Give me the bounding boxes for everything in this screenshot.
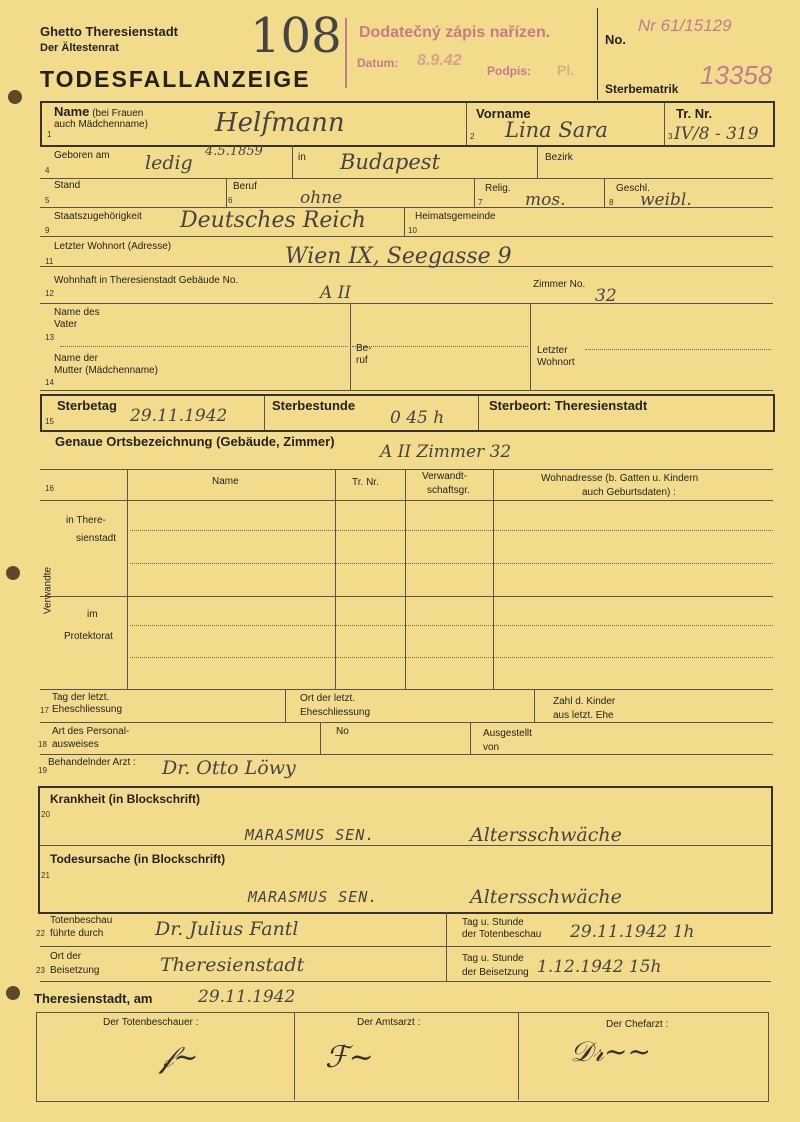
genaue-ort-value: A II Zimmer 32 [380, 442, 512, 462]
no-label: No. [605, 32, 626, 47]
ausgestellt-label-b: von [483, 742, 500, 753]
field-number: 18 [38, 740, 47, 749]
col-verw-header-b: schaftsgr. [427, 485, 470, 496]
org-line-2: Der Ältestenrat [40, 42, 119, 54]
trnr-label: Tr. Nr. [676, 106, 713, 121]
field-number: 20 [41, 810, 50, 819]
eltern-wohnort-label-b: Wohnort [537, 357, 575, 368]
punch-hole [6, 566, 20, 580]
rule [40, 722, 773, 723]
sterbetag-label: Sterbetag [57, 398, 117, 413]
ausweis-art-label-b: ausweises [52, 739, 99, 750]
staat-value: Deutsches Reich [180, 208, 366, 233]
field-number: 21 [41, 871, 50, 880]
in-label: in [298, 152, 306, 163]
stamp-datum-label: Datum: [357, 56, 399, 70]
dotted-line [130, 563, 773, 564]
divider [466, 103, 467, 145]
dotted-line [60, 346, 348, 347]
divider [292, 145, 293, 178]
arzt-label: Behandelnder Arzt : [48, 757, 136, 768]
field-number: 6 [228, 196, 233, 205]
col-verw-header-a: Verwandt- [422, 471, 468, 482]
divider [518, 1012, 519, 1100]
trnr-value: IV/8 - 319 [674, 124, 759, 144]
field-number: 14 [45, 378, 54, 387]
divider [446, 912, 447, 981]
in-theresienstadt-a: in There- [66, 515, 106, 526]
vater-label-b: Vater [54, 319, 78, 330]
field-number: 5 [45, 196, 50, 205]
dotted-line [130, 625, 773, 626]
gebaeude-label: Wohnhaft in Theresienstadt Gebäude No. [54, 275, 239, 286]
name-label-hint2: auch Mädchenname) [54, 119, 148, 130]
col-wohn-header-a: Wohnadresse (b. Gatten u. Kindern [541, 473, 699, 484]
beruf-label: Beruf [233, 181, 257, 192]
dotted-line [585, 349, 771, 350]
beruf-value: ohne [300, 188, 343, 208]
field-number: 22 [36, 929, 45, 938]
ledig-value: ledig [145, 152, 193, 174]
mutter-label-a: Name der [54, 353, 98, 364]
geschl-label: Geschl. [616, 183, 650, 194]
divider [664, 103, 665, 145]
amtsarzt-label: Der Amtsarzt : [357, 1017, 421, 1028]
beisetzung-tag-label-b: der Beisetzung [462, 967, 529, 978]
divider [320, 722, 321, 754]
rule [40, 390, 773, 391]
mutter-label-b: Mutter (Mädchenname) [54, 365, 158, 376]
beschau-tag-label-b: der Totenbeschau [462, 929, 542, 940]
beisetzung-tag-label-a: Tag u. Stunde [462, 953, 524, 964]
rule [40, 178, 773, 179]
krankheit-value-hw: Altersschwäche [470, 824, 622, 846]
im-protektorat-a: im [87, 609, 98, 620]
name-label-main: Name [54, 104, 90, 119]
field-number: 15 [45, 417, 54, 426]
org-line-1: Ghetto Theresienstadt [40, 24, 178, 39]
eltern-wohnort-label-a: Letzter [537, 345, 568, 356]
field-number: 23 [36, 966, 45, 975]
punch-hole [6, 986, 20, 1000]
field-number: 10 [408, 226, 417, 235]
todesursache-label: Todesursache (in Blockschrift) [50, 852, 226, 866]
dotted-line [352, 346, 528, 347]
rule [40, 303, 773, 304]
beschau-tag-label-a: Tag u. Stunde [462, 917, 524, 928]
staat-label: Staatszugehörigkeit [54, 211, 142, 222]
divider [226, 178, 227, 207]
vater-label-a: Name des [54, 307, 100, 318]
rule [40, 845, 771, 846]
vorname-label: Vorname [476, 106, 531, 121]
krankheit-value-caps: MARASMUS SEN. [245, 826, 376, 844]
field-number: 4 [45, 166, 50, 175]
field-number: 1 [47, 130, 52, 139]
stamp-podpis-value: Pl. [557, 62, 575, 78]
amtsarzt-signature: ℱ~ [325, 1040, 374, 1075]
divider [350, 303, 351, 390]
rule [40, 500, 773, 501]
heimat-label: Heimatsgemeinde [415, 211, 496, 222]
field-number: 11 [45, 257, 54, 266]
field-number: 17 [40, 706, 49, 715]
divider [530, 303, 531, 390]
chefarzt-label: Der Chefarzt : [606, 1019, 669, 1030]
name-label [54, 106, 204, 130]
relig-label: Relig. [485, 183, 511, 194]
geboren-value: 4.5.1859 [205, 144, 263, 159]
todesursache-value-hw: Altersschwäche [470, 886, 622, 908]
field-number: 7 [478, 198, 483, 207]
handwritten-number: 108 [250, 8, 342, 64]
totenbeschauer-label: Der Totenbeschauer : [103, 1017, 199, 1028]
col-name-header: Name [212, 476, 239, 487]
beschau-tag-value: 29.11.1942 1h [570, 922, 695, 942]
rule [40, 236, 773, 237]
ausweis-no-label: No [336, 726, 349, 737]
stand-label: Stand [54, 180, 81, 191]
divider [405, 469, 406, 689]
in-theresienstadt-b: sienstadt [76, 533, 117, 544]
sterbematrik-label: Sterbematrik [605, 82, 679, 96]
gebaeude-value: A II [320, 283, 352, 303]
kinder-label-b: aus letzt. Ehe [553, 710, 614, 721]
rule [40, 981, 771, 982]
sterbeort-label: Sterbeort: Theresienstadt [489, 398, 648, 413]
ort-ehe-label-a: Ort der letzt. [300, 693, 356, 704]
place-date-label: Theresienstadt, am [34, 991, 153, 1006]
divider [335, 469, 336, 689]
divider [493, 469, 494, 689]
divider [478, 396, 479, 430]
divider [604, 178, 605, 207]
field-number: 8 [609, 198, 614, 207]
beschau-label-b: führte durch [50, 928, 104, 939]
field-number: 16 [45, 484, 54, 493]
verwandte-side-label: Verwandte [42, 566, 54, 615]
ort-ehe-label-b: Eheschliessung [300, 707, 371, 718]
no-value: Nr 61/15129 [638, 16, 732, 35]
sterbematrik-value: 13358 [700, 60, 773, 90]
dotted-line [130, 657, 773, 658]
wohnort-value: Wien IX, Seegasse 9 [285, 244, 512, 269]
im-protektorat-b: Protektorat [64, 631, 113, 642]
field-number: 13 [45, 333, 54, 342]
divider [534, 689, 535, 722]
beschau-value: Dr. Julius Fantl [155, 918, 299, 940]
correction-stamp [345, 18, 597, 88]
rule [40, 469, 773, 470]
dotted-line [130, 530, 773, 531]
stamp-line: Dodatečný zápis nařízen. [359, 24, 551, 41]
ausweis-art-label-a: Art des Personal- [52, 726, 130, 737]
geburtsort-value: Budapest [340, 150, 441, 174]
col-wohn-header-b: auch Geburtsdaten) : [582, 487, 676, 498]
sterbetag-value: 29.11.1942 [130, 406, 228, 426]
beisetzung-ort-value: Theresienstadt [160, 954, 305, 976]
tag-ehe-label-b: Eheschliessung [52, 704, 123, 715]
relig-value: mos. [525, 190, 566, 210]
place-date-value: 29.11.1942 [198, 987, 296, 1007]
col-trnr-header: Tr. Nr. [352, 477, 379, 488]
rule [40, 596, 773, 597]
bezirk-label: Bezirk [545, 152, 573, 163]
arzt-value: Dr. Otto Löwy [162, 757, 296, 779]
sterbestunde-value: 0 45 h [390, 408, 445, 428]
stamp-datum-value: 8.9.42 [417, 52, 462, 69]
rule [40, 689, 773, 690]
divider [127, 469, 128, 689]
field-number: 9 [45, 226, 50, 235]
header-divider [597, 8, 598, 100]
tag-ehe-label-a: Tag der letzt. [52, 692, 110, 703]
beisetzung-tag-value: 1.12.1942 15h [537, 957, 662, 977]
beschau-label-a: Totenbeschau [50, 915, 113, 926]
field-number: 12 [45, 289, 54, 298]
divider [294, 1012, 295, 1100]
chefarzt-signature: 𝒟𝓇~~ [570, 1035, 651, 1068]
vorname-value: Lina Sara [505, 118, 608, 142]
beisetzung-ort-label-a: Ort der [50, 951, 82, 962]
geschl-value: weibl. [640, 190, 692, 210]
divider [285, 689, 286, 722]
name-label-hint: (bei Frauen [92, 108, 144, 119]
surname-value: Helfmann [215, 108, 345, 138]
rule [40, 946, 771, 947]
divider [470, 722, 471, 754]
rule [40, 754, 773, 755]
wohnort-label: Letzter Wohnort (Adresse) [54, 241, 172, 252]
geboren-label: Geboren am [54, 150, 110, 161]
sterbestunde-label: Sterbestunde [272, 398, 356, 413]
field-number: 3 [668, 132, 673, 141]
beisetzung-ort-label-b: Beisetzung [50, 965, 100, 976]
field-number: 19 [38, 766, 47, 775]
form-title: TODESFALLANZEIGE [40, 66, 311, 92]
genaue-ort-label: Genaue Ortsbezeichnung (Gebäude, Zimmer) [55, 434, 335, 449]
divider [537, 145, 538, 178]
todesursache-value-caps: MARASMUS SEN. [248, 888, 379, 906]
zimmer-label: Zimmer No. [533, 279, 586, 290]
divider [474, 178, 475, 207]
eltern-beruf-label-a: Be- [356, 343, 372, 354]
kinder-label-a: Zahl d. Kinder [553, 696, 616, 707]
zimmer-value: 32 [595, 286, 617, 306]
ausgestellt-label-a: Ausgestellt [483, 728, 532, 739]
krankheit-label: Krankheit (in Blockschrift) [50, 792, 201, 806]
punch-hole [8, 90, 22, 104]
stamp-podpis-label: Podpis: [487, 64, 531, 78]
divider [264, 396, 265, 430]
eltern-beruf-label-b: ruf [356, 355, 368, 366]
totenbeschauer-signature: 𝒻~ [160, 1040, 199, 1075]
divider [404, 207, 405, 236]
field-number: 2 [470, 132, 475, 141]
